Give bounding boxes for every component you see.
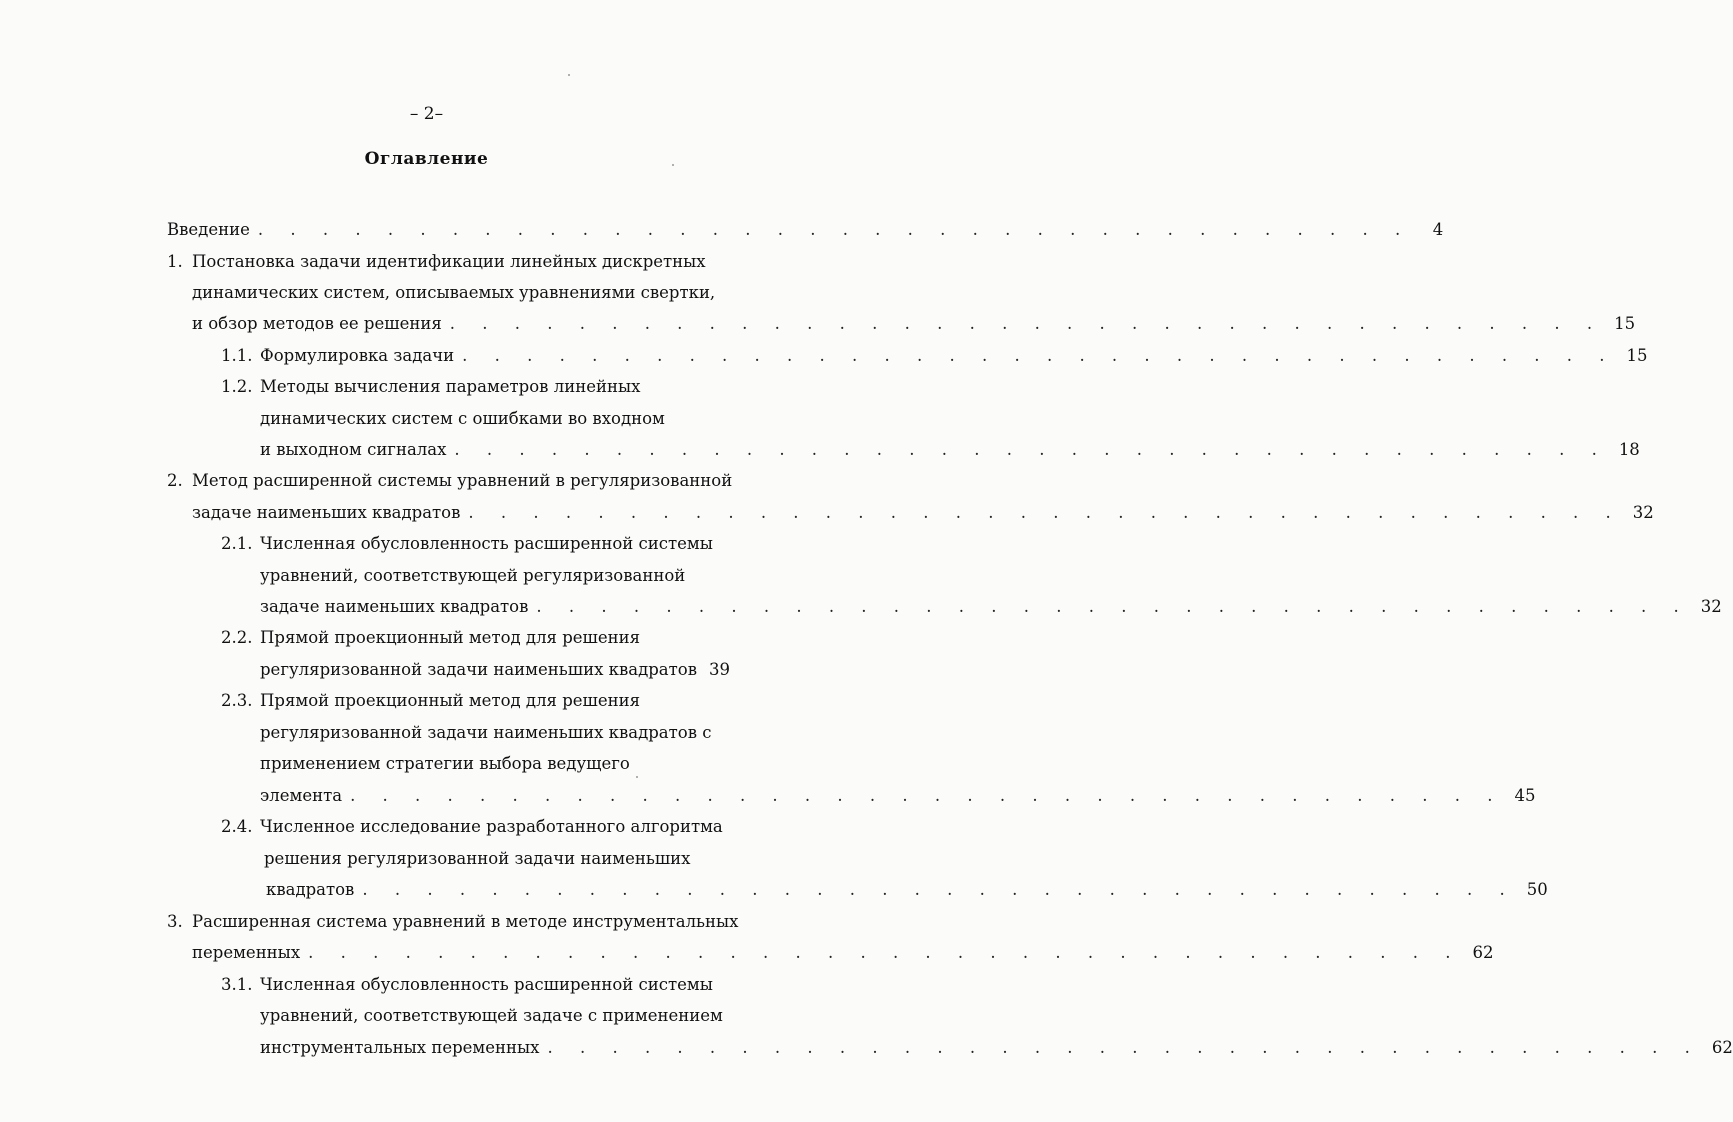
toc-label: элемента [260,786,343,805]
dot-leader: . . . . . . . . . . . . . . . . . . . . . . . . . . . . . . . . . . . . [462,346,1616,365]
toc-entry-s31-line3 [260,1035,1733,1061]
toc-label: переменных [192,943,301,962]
dot-leader: . . . . . . . . . . . . . . . . . . . . . . . . . . . . . . . . . . . . [468,503,1622,522]
toc-entry-ch2-line2 [192,500,1654,526]
toc-label: и обзор методов ее решения [192,314,442,333]
toc-entry-intro [167,217,1444,243]
toc-label: решения регуляризованной задачи наименьших [264,849,691,868]
dot-leader: . . . . . . . . . . . . . . . . . . . . . . . . . . . . . . . . . . . . [362,880,1516,899]
toc-page: 39 [709,660,730,679]
toc-page: 18 [1618,440,1640,459]
toc-entry-ch3 [167,909,739,935]
toc-label: применением стратегии выбора ведущего [260,754,630,773]
toc-label: регуляризованной задачи наименьших квадратов с [260,723,712,742]
toc-label: Прямой проекционный метод для решения [260,628,641,647]
toc-page: 62 [1472,943,1494,962]
toc-label: задаче наименьших квадратов [260,597,529,616]
toc-entry-s23-line4 [260,783,1536,809]
page-title: Оглавление [364,149,489,169]
toc-label: регуляризованной задачи наименьших квадратов [260,660,697,679]
toc-entry-s31-line2 [260,1003,730,1029]
toc-label: Введение [167,220,250,239]
toc-entry-s31 [221,972,730,998]
toc-entry-ch3-line2 [192,940,1494,966]
toc-number: 1.1. [221,346,253,365]
toc-entry-s12 [221,374,730,400]
dot-leader: . . . . . . . . . . . . . . . . . . . . . . . . . . . . . . . . . . . . [449,314,1604,333]
toc-entry-s22-line2 [260,657,730,683]
toc-entry-s11 [221,343,1648,369]
toc-number: 3.1. [221,975,253,994]
toc-label: Формулировка задачи [260,346,455,365]
toc-label: и выходном сигналах [260,440,447,459]
toc-label: Расширенная система уравнений в методе инструментальных [192,912,739,931]
toc-page: 4 [1432,220,1444,239]
dot-leader: . . . . . . . . . . . . . . . . . . . . . . . . . . . . . . . . . . . . [454,440,1608,459]
toc-label: Численная обусловленность расширенной системы [260,975,713,994]
dot-leader: . . . . . . . . . . . . . . . . . . . . . . . . . . . . . . . . . . . . [547,1038,1701,1057]
scan-speck [636,776,638,778]
toc-label: инструментальных переменных [260,1038,540,1057]
toc-entry-s23-line3 [260,751,730,777]
toc-label: Прямой проекционный метод для решения [260,691,641,710]
toc-number: 2.2. [221,628,253,647]
toc-label: уравнений, соответствующей регуляризованной [260,566,686,585]
toc-label: динамических систем, описываемых уравнениями свертки, [192,283,716,302]
scan-speck [672,164,674,166]
toc-number: 2.3. [221,691,253,710]
toc-entry-ch1-line2 [192,280,730,306]
toc-number: 2.1. [221,534,253,553]
toc-entry-s21-line2 [260,563,730,589]
toc-entry-s24-line2 [264,846,730,872]
scan-speck [568,74,570,76]
toc-entry-ch1-line3 [192,311,1636,337]
toc-label: задаче наименьших квадратов [192,503,461,522]
toc-entry-ch2 [167,468,733,494]
toc-label: квадратов [266,880,355,899]
toc-page: 50 [1526,880,1548,899]
toc-number: 1.2. [221,377,253,396]
toc-page: 15 [1614,314,1636,333]
toc-entry-s21-line3 [260,594,1722,620]
toc-page: 45 [1514,786,1536,805]
toc-label: Постановка задачи идентификации линейных дискретных [192,252,706,271]
toc-entry-s24-line3 [266,877,1548,903]
toc-page: 15 [1626,346,1648,365]
toc-number: 2.4. [221,817,253,836]
toc-entry-s22 [221,625,730,651]
toc-entry-s12-line2 [260,406,730,432]
toc-label: Численная обусловленность расширенной системы [260,534,713,553]
toc-entry-s21 [221,531,730,557]
dot-leader: . . . . . . . . . . . . . . . . . . . . . . . . . . . . . . . . . . . . [350,786,1504,805]
dot-leader: . . . . . . . . . . . . . . . . . . . . . . . . . . . . . . . . . . . . [308,943,1462,962]
toc-entry-s24 [221,814,730,840]
toc-number: 2. [167,471,183,490]
dot-leader: . . . . . . . . . . . . . . . . . . . . . . . . . . . . . . . . . . . . [536,597,1690,616]
toc-number: 3. [167,912,183,931]
dot-leader: . . . . . . . . . . . . . . . . . . . . . . . . . . . . . . . . . . . . [257,220,1412,239]
toc-entry-s23-line2 [260,720,730,746]
toc-label: динамических систем с ошибками во входном [260,409,665,428]
toc-page: 32 [1632,503,1654,522]
toc-entry-s12-line3 [260,437,1640,463]
toc-entry-ch1 [167,249,730,275]
toc-page: 62 [1711,1038,1733,1057]
toc-label: Численное исследование разработанного алгоритма [260,817,723,836]
page-number: – 2– [409,104,444,124]
toc-page: 32 [1700,597,1722,616]
toc-label: Методы вычисления параметров линейных [260,377,641,396]
toc-label: уравнений, соответствующей задаче с применением [260,1006,723,1025]
toc-entry-s23 [221,688,730,714]
toc-number: 1. [167,252,183,271]
toc-label: Метод расширенной системы уравнений в регуляризованной [192,471,733,490]
